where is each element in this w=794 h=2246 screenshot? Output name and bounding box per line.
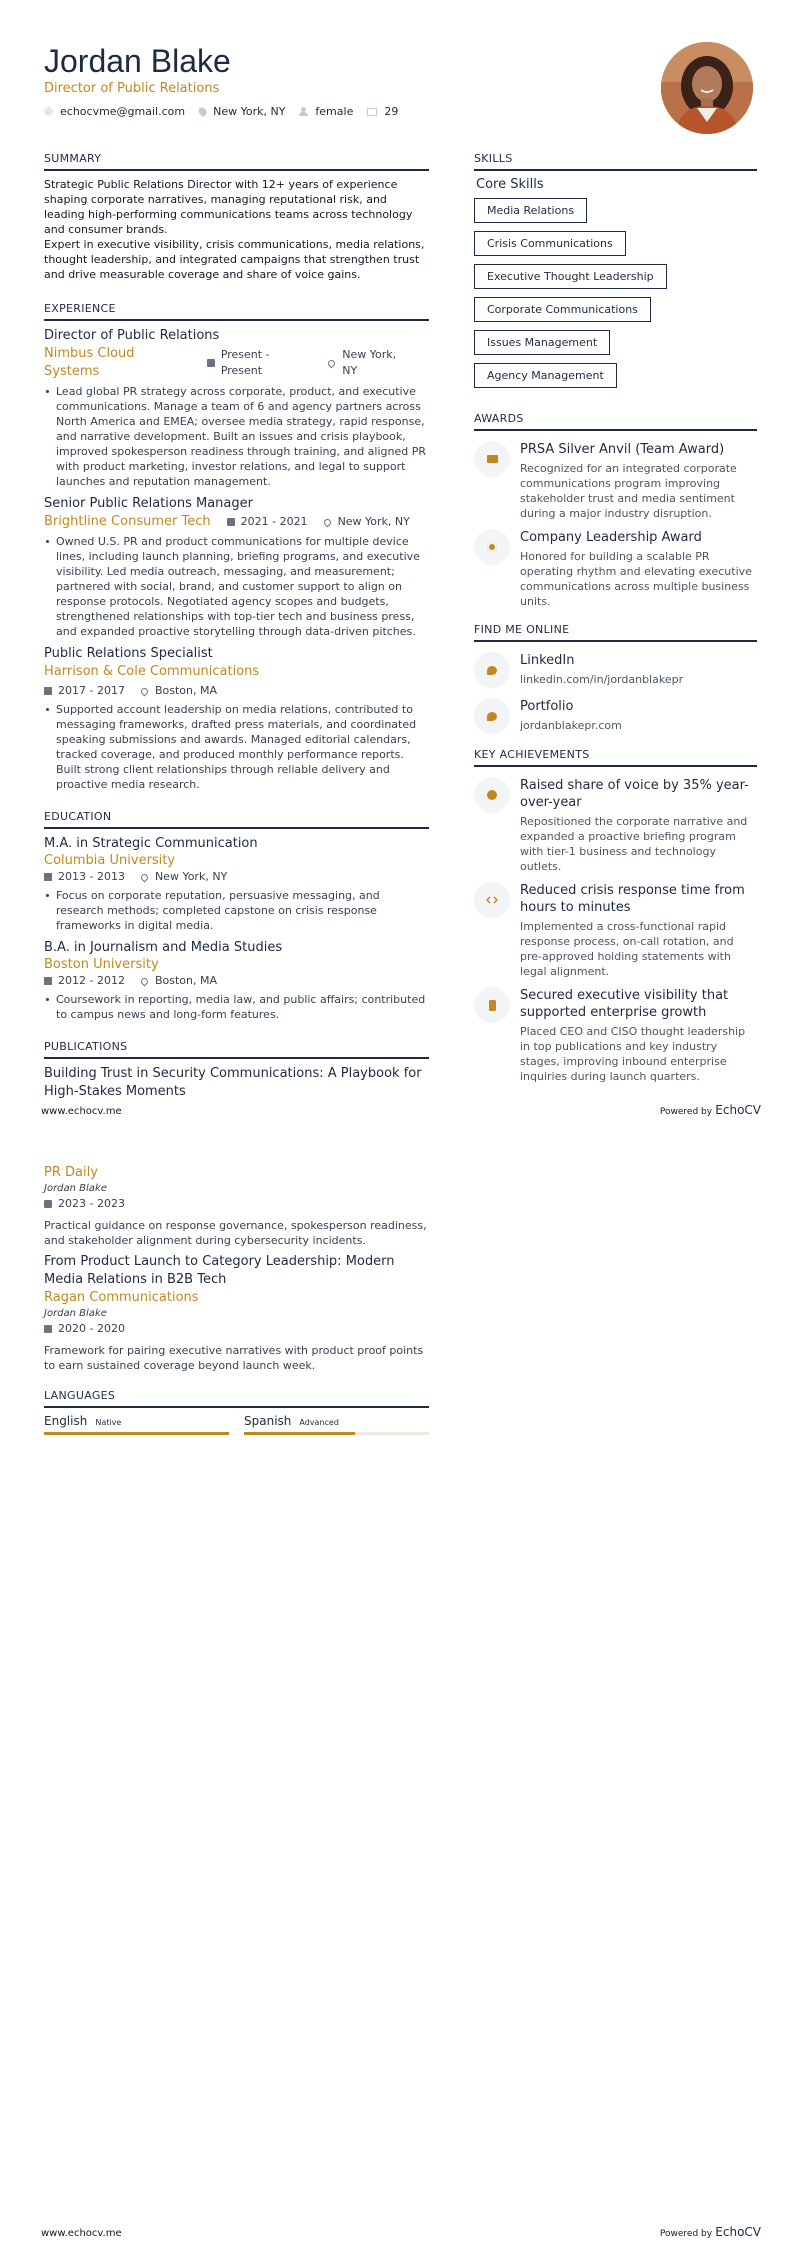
publication-title: From Product Launch to Category Leadership: Modern Media Relations in B2B Tech	[44, 1254, 395, 1287]
achievements-heading: KEY ACHIEVEMENTS	[474, 748, 757, 767]
experience-section	[44, 302, 429, 792]
education-section	[44, 810, 429, 1022]
language-name: Spanish	[244, 1414, 292, 1428]
online-label: LinkedIn	[520, 653, 575, 668]
age-text: 29	[384, 105, 399, 118]
award-item	[474, 529, 757, 609]
contact-email[interactable]	[44, 105, 185, 118]
education-dates	[44, 973, 125, 989]
calendar-icon	[44, 687, 52, 695]
education-location	[141, 869, 227, 885]
avatar-portrait	[661, 42, 753, 134]
award-description: Honored for building a scalable PR operating rhythm and elevating executive communications across multiple business units.	[520, 550, 752, 608]
languages-heading: LANGUAGES	[44, 1389, 429, 1408]
contact-bar	[44, 105, 644, 118]
online-link[interactable]	[474, 652, 757, 688]
education-dates	[44, 869, 125, 885]
gear-icon	[474, 529, 510, 565]
language-proficiency-fill	[44, 1432, 229, 1435]
school-name: Columbia University	[44, 853, 176, 868]
job-bullets	[44, 702, 429, 792]
languages-section	[44, 1389, 429, 1435]
language-list	[44, 1414, 429, 1435]
job-dates	[44, 683, 125, 699]
footer-powered-label: Powered by	[659, 2229, 713, 2239]
skills-heading: SKILLS	[474, 152, 757, 171]
awards-heading: AWARDS	[474, 412, 757, 431]
job-company: Harrison & Cole Communications	[44, 664, 260, 679]
online-section	[474, 623, 757, 734]
online-heading: FIND ME ONLINE	[474, 623, 757, 642]
publication-item	[44, 1253, 429, 1373]
skill-chip: Agency Management	[474, 363, 617, 388]
publication-title: Building Trust in Security Communications: A Playbook for High-Stakes Moments	[44, 1066, 422, 1099]
language-level: Native	[95, 1418, 122, 1427]
experience-heading: EXPERIENCE	[44, 302, 429, 321]
online-label: Portfolio	[520, 699, 574, 714]
chevron-left-icon	[474, 777, 510, 813]
calendar-icon	[367, 108, 377, 116]
achievement-description: Repositioned the corporate narrative and expanded a proactive briefing program with tier-1 business and technology outlets.	[520, 815, 748, 873]
job-bullet: Supported account leadership on media relations, contributed to messaging frameworks, drafted press materials, and coordinated speaking submissions and awards. Managed editorial calendars, tracked coverage, and produced monthly performance reports. Built strong client relationships through reliable delivery and proactive media research.	[44, 702, 429, 792]
education-location	[141, 973, 217, 989]
location-pin-icon	[140, 872, 150, 882]
experience-item	[44, 645, 429, 792]
language-proficiency-bar	[44, 1432, 229, 1435]
experience-item	[44, 327, 429, 489]
job-bullets	[44, 384, 429, 489]
publications-section	[44, 1040, 429, 1101]
education-item	[44, 939, 429, 1022]
education-bullet: Coursework in reporting, media law, and public affairs; contributed to campus news and long-form features.	[44, 992, 429, 1022]
footer-brand: EchoCV	[715, 2225, 761, 2239]
job-meta	[44, 513, 429, 531]
skill-chip: Media Relations	[474, 198, 587, 223]
publication-publisher: PR Daily	[44, 1165, 98, 1180]
skill-chip: Corporate Communications	[474, 297, 651, 322]
job-dates	[227, 514, 308, 530]
achievement-item	[474, 777, 757, 874]
summary-heading: SUMMARY	[44, 152, 429, 171]
job-title: Director of Public Relations	[44, 328, 220, 343]
calendar-icon	[44, 1325, 52, 1333]
calendar-icon	[44, 873, 52, 881]
award-item	[474, 441, 757, 521]
achievement-title: Secured executive visibility that supported enterprise growth	[520, 988, 729, 1020]
calendar-icon	[227, 518, 235, 526]
summary-section	[44, 152, 429, 282]
chat-icon	[474, 652, 510, 688]
education-meta	[44, 973, 429, 989]
achievement-description: Implemented a cross-functional rapid response process, on-call rotation, and pre-approved holding statements with legal alignment.	[520, 920, 734, 978]
job-location	[328, 347, 413, 379]
achievement-item	[474, 882, 757, 979]
gender-text: female	[315, 105, 354, 118]
education-heading: EDUCATION	[44, 810, 429, 829]
envelope-icon	[474, 441, 510, 477]
location-pin-icon	[140, 686, 150, 696]
language-proficiency-fill	[244, 1432, 355, 1435]
award-title: PRSA Silver Anvil (Team Award)	[520, 442, 725, 457]
phone-icon	[474, 987, 510, 1023]
job-meta	[44, 345, 429, 381]
footer-powered-label: Powered by	[659, 1107, 713, 1117]
page-footer	[41, 1103, 761, 1117]
left-column	[44, 152, 429, 1101]
publication-publisher: Ragan Communications	[44, 1290, 199, 1305]
achievement-description: Placed CEO and CISO thought leadership in top publications and key industry stages, improving inbound enterprise inquiries during launch quarters.	[520, 1025, 746, 1083]
publication-dates-text: 2023 - 2023	[58, 1197, 125, 1210]
footer-powered	[660, 2225, 761, 2239]
job-dates-text: 2021 - 2021	[240, 515, 308, 528]
job-bullet: Lead global PR strategy across corporate, product, and executive communications. Manage a team of 6 and agency partners across North America and EMEA; oversee media strategy, rapid response, and narrative development. Built an issues and crisis playbook, improved spokesperson readiness through training, and aligned PR with product marketing, investor relations, and legal to support launches and reputation management.	[44, 384, 429, 489]
resume-header	[44, 42, 644, 118]
location-text: New York, NY	[213, 105, 286, 118]
skill-chips	[474, 198, 757, 396]
job-location	[141, 683, 217, 699]
calendar-icon	[207, 359, 215, 367]
code-icon	[474, 882, 510, 918]
achievement-title: Reduced crisis response time from hours to minutes	[520, 883, 745, 915]
degree-title: B.A. in Journalism and Media Studies	[44, 940, 283, 955]
experience-item	[44, 495, 429, 639]
education-location-text: Boston, MA	[154, 974, 217, 987]
skill-chip: Crisis Communications	[474, 231, 626, 256]
footer-site[interactable]: www.echocv.me	[41, 1106, 122, 1117]
publication-item	[44, 1164, 429, 1248]
education-item	[44, 835, 429, 933]
language-name: English	[44, 1414, 88, 1428]
skills-section	[474, 152, 757, 396]
online-link[interactable]	[474, 698, 757, 734]
contact-age	[367, 105, 398, 118]
user-icon	[299, 107, 308, 116]
education-bullet: Focus on corporate reputation, persuasive messaging, and research methods; completed capstone on crisis response frameworks in digital media.	[44, 888, 429, 933]
publication-author: Jordan Blake	[44, 1308, 107, 1319]
publication-author: Jordan Blake	[44, 1183, 107, 1194]
publication-dates-text: 2020 - 2020	[58, 1322, 125, 1335]
contact-location	[199, 105, 285, 118]
publication-description: Framework for pairing executive narratives with product proof points to earn sustained coverage beyond launch week.	[44, 1344, 424, 1372]
job-meta	[44, 683, 429, 699]
left-column-continued	[44, 1164, 429, 1435]
job-location	[324, 514, 410, 530]
online-url[interactable]: linkedin.com/in/jordanblakepr	[520, 673, 684, 686]
publication-meta	[44, 1321, 429, 1337]
location-pin-icon	[322, 517, 332, 527]
avatar	[661, 42, 753, 134]
education-bullets	[44, 888, 429, 933]
skill-chip: Executive Thought Leadership	[474, 264, 667, 289]
education-meta	[44, 869, 429, 885]
contact-gender	[299, 105, 353, 118]
achievements-section	[474, 748, 757, 1084]
calendar-icon	[44, 977, 52, 985]
summary-paragraph-2: Expert in executive visibility, crisis communications, media relations, thought leadership, and integrated campaigns that strengthen trust and drive measurable coverage and share of voice gains.	[44, 238, 425, 281]
job-location-text: Boston, MA	[154, 684, 217, 697]
email-icon	[44, 107, 53, 116]
job-location-text: New York, NY	[342, 348, 397, 377]
job-title: Senior Public Relations Manager	[44, 496, 253, 511]
award-title: Company Leadership Award	[520, 530, 702, 545]
location-pin-icon	[197, 106, 208, 117]
publication-dates	[44, 1321, 125, 1337]
online-url[interactable]: jordanblakepr.com	[520, 719, 622, 732]
achievement-title: Raised share of voice by 35% year-over-year	[520, 778, 749, 810]
education-dates-text: 2013 - 2013	[58, 870, 125, 883]
job-bullet: Owned U.S. PR and product communications for multiple device lines, including launch planning, briefing programs, and executive visibility. Led media outreach, messaging, and measurement; partnered with social, brand, and customer support to align on response protocols. Negotiated agency scopes and budgets, strengthened relationships with top-tier tech and business press, and expanded proactive storytelling through data-driven pitches.	[44, 534, 429, 639]
email-text: echocvme@gmail.com	[60, 105, 186, 118]
job-dates	[207, 347, 312, 379]
location-pin-icon	[140, 976, 150, 986]
award-description: Recognized for an integrated corporate communications program improving stakeholder trust and media sentiment during a major industry disruption.	[520, 462, 737, 520]
publications-heading: PUBLICATIONS	[44, 1040, 429, 1059]
job-dates-text: Present - Present	[220, 348, 270, 377]
footer-site[interactable]: www.echocv.me	[41, 2228, 122, 2239]
candidate-name: Jordan Blake	[44, 43, 231, 79]
job-dates-text: 2017 - 2017	[58, 684, 125, 697]
language-level: Advanced	[299, 1418, 339, 1427]
resume-page-2	[0, 1123, 794, 2246]
achievement-item	[474, 987, 757, 1084]
page-footer	[41, 2225, 761, 2239]
location-pin-icon	[327, 358, 337, 368]
degree-title: M.A. in Strategic Communication	[44, 836, 258, 851]
candidate-role: Director of Public Relations	[44, 81, 220, 96]
job-location-text: New York, NY	[337, 515, 410, 528]
summary-paragraph-1: Strategic Public Relations Director with 12+ years of experience shaping corporate narratives, managing reputational risk, and leading high-performing communications teams across technology and consumer brands.	[44, 178, 413, 236]
chat-icon	[474, 698, 510, 734]
publication-dates	[44, 1196, 125, 1212]
right-column	[474, 152, 757, 1092]
publication-meta	[44, 1196, 429, 1212]
skills-group-label: Core Skills	[476, 177, 544, 192]
skill-chip: Issues Management	[474, 330, 610, 355]
footer-brand: EchoCV	[715, 1103, 761, 1117]
awards-section	[474, 412, 757, 609]
language-proficiency-bar	[244, 1432, 429, 1435]
language-item	[244, 1414, 429, 1435]
education-location-text: New York, NY	[154, 870, 228, 883]
job-company: Brightline Consumer Tech	[44, 514, 211, 529]
calendar-icon	[44, 1200, 52, 1208]
publication-description: Practical guidance on response governance, spokesperson readiness, and stakeholder alignment during cybersecurity incidents.	[44, 1219, 427, 1247]
language-item	[44, 1414, 229, 1435]
education-bullets	[44, 992, 429, 1022]
job-title: Public Relations Specialist	[44, 646, 213, 661]
school-name: Boston University	[44, 957, 159, 972]
education-dates-text: 2012 - 2012	[58, 974, 125, 987]
footer-powered	[660, 1103, 761, 1117]
job-company: Nimbus Cloud Systems	[44, 346, 135, 379]
job-bullets	[44, 534, 429, 639]
